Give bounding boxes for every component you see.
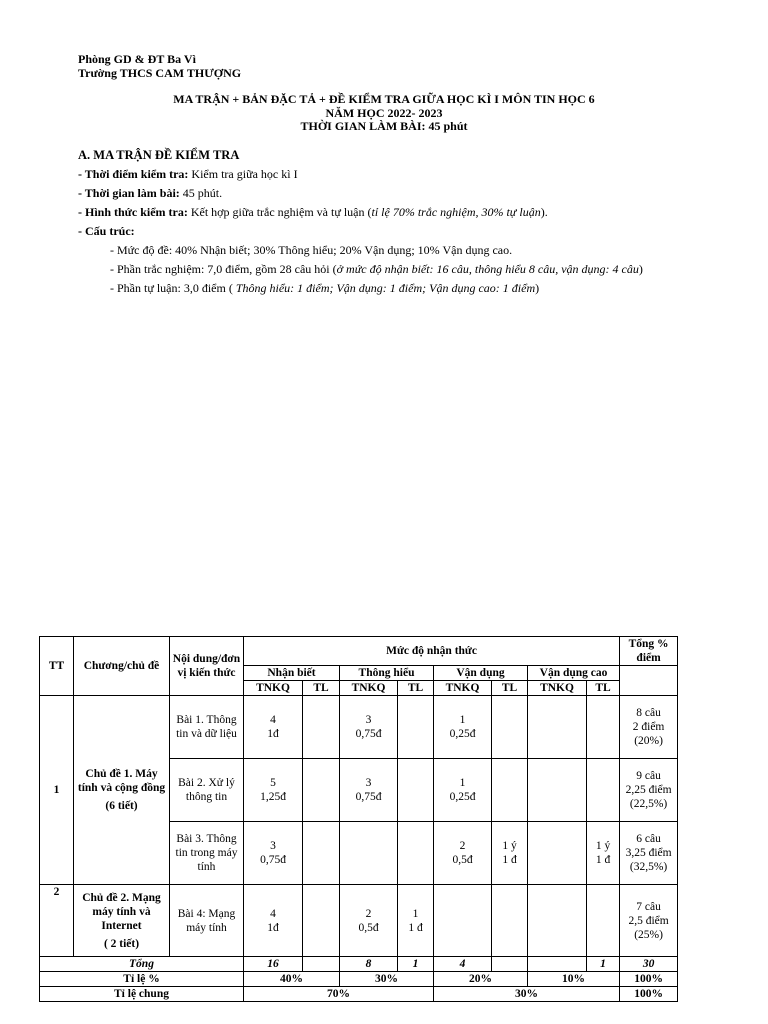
- document-title: [0, 93, 768, 134]
- exam-duration: - Thời gian làm bài: 45 phút.: [78, 186, 223, 200]
- header-cognitive-levels: Mức độ nhận thức: [244, 637, 620, 666]
- cell-empty: [340, 822, 398, 885]
- sum-row: [40, 957, 678, 972]
- topic-hours: ( 2 tiết): [103, 937, 140, 950]
- cell-empty: [587, 696, 620, 759]
- header-tt: TT: [40, 637, 74, 696]
- level-apply-high: Vận dụng cao: [528, 666, 620, 681]
- cell-empty: [528, 957, 587, 972]
- multiple-choice-part: - Phần trắc nghiệm: 7,0 điểm, gồm 28 câu hỏi (ở mức độ nhận biết: 16 câu, thông hiểu 8 câu, vận dụng: 4 câu): [110, 262, 643, 276]
- header-content: Nội dung/đơn vị kiến thức: [170, 637, 244, 696]
- topic-cell: [74, 696, 170, 885]
- sum-vd: 4: [434, 957, 492, 972]
- percent-total: 100%: [620, 972, 678, 987]
- lesson-name: Bài 3. Thông tin trong máy tính: [170, 822, 244, 885]
- cell-total: 6 câu 3,25 điểm (32,5%): [620, 822, 678, 885]
- sum-nb: 16: [244, 957, 303, 972]
- department-name: Phòng GD & ĐT Ba Vì: [78, 52, 196, 66]
- cell-vd-tl: 1 ý 1 đ: [492, 822, 528, 885]
- section-heading: A. MA TRẬN ĐỀ KIỂM TRA: [78, 148, 240, 162]
- common-ratio-1: 70%: [244, 987, 434, 1002]
- level-recognize: Nhận biết: [244, 666, 340, 681]
- cell-nb-tnkq: 4 1đ: [244, 696, 303, 759]
- cell-empty: [492, 759, 528, 822]
- table-row: [40, 885, 678, 957]
- cell-empty: [492, 885, 528, 957]
- topic-name: Chủ đề 1. Máy tính và cộng đồng: [77, 768, 166, 794]
- lesson-name: Bài 1. Thông tin và dữ liệu: [170, 696, 244, 759]
- cell-empty: [528, 696, 587, 759]
- row-number: 2: [40, 885, 74, 957]
- header-total-blank: [620, 666, 678, 696]
- cell-th-tnkq: 3 0,75đ: [340, 759, 398, 822]
- cell-vd-tnkq: 1 0,25đ: [434, 759, 492, 822]
- cell-empty: [398, 822, 434, 885]
- cell-total: 8 câu 2 điểm (20%): [620, 696, 678, 759]
- title-line-2: NĂM HỌC 2022- 2023: [325, 105, 443, 120]
- school-header: [78, 52, 241, 80]
- header-chapter: Chương/chủ đề: [74, 637, 170, 696]
- essay-part: - Phần tự luận: 3,0 điểm ( Thông hiểu: 1 điểm; Vận dụng: 1 điểm; Vận dụng cao: 1 điểm): [110, 281, 540, 295]
- cell-empty: [303, 822, 340, 885]
- exam-format: - Hình thức kiểm tra: Kết hợp giữa trắc nghiệm và tự luận (tỉ lệ 70% trắc nghiệm, 30% tự luận).: [78, 205, 548, 219]
- cell-empty: [398, 759, 434, 822]
- title-line-1: MA TRẬN + BẢN ĐẶC TẢ + ĐỀ KIỂM TRA GIỮA HỌC KÌ I MÔN TIN HỌC 6: [173, 92, 595, 106]
- topic-hours: (6 tiết): [105, 800, 138, 812]
- sum-th: 8: [340, 957, 398, 972]
- sum-th-tl: 1: [398, 957, 434, 972]
- common-ratio-row: [40, 987, 678, 1002]
- sum-vdc-tl: 1: [587, 957, 620, 972]
- cell-nb-tnkq: 3 0,75đ: [244, 822, 303, 885]
- cell-empty: [587, 759, 620, 822]
- exam-time-point: - Thời điểm kiểm tra: Kiểm tra giữa học kì I: [78, 167, 298, 181]
- col-tnkq: TNKQ: [528, 681, 587, 696]
- percent-row: [40, 972, 678, 987]
- cell-empty: [303, 759, 340, 822]
- header-row-1: [40, 637, 678, 666]
- cell-empty: [528, 822, 587, 885]
- level-apply: Vận dụng: [434, 666, 528, 681]
- title-line-3: THỜI GIAN LÀM BÀI: 45 phút: [300, 119, 468, 133]
- col-tnkq: TNKQ: [244, 681, 303, 696]
- cell-empty: [398, 696, 434, 759]
- cell-total: 7 câu 2,5 điểm (25%): [620, 885, 678, 957]
- col-tnkq: TNKQ: [340, 681, 398, 696]
- col-tl: TL: [492, 681, 528, 696]
- cell-empty: [303, 957, 340, 972]
- cell-empty: [303, 696, 340, 759]
- cell-empty: [528, 759, 587, 822]
- percent-nb: 40%: [244, 972, 340, 987]
- cell-nb-tnkq: 5 1,25đ: [244, 759, 303, 822]
- topic-cell: [74, 885, 170, 957]
- cell-vdc-tl: 1 ý 1 đ: [587, 822, 620, 885]
- cell-th-tl: 1 1 đ: [398, 885, 434, 957]
- col-tnkq: TNKQ: [434, 681, 492, 696]
- level-understand: Thông hiểu: [340, 666, 434, 681]
- header-total-score: Tổng % điểm: [620, 637, 678, 666]
- percent-th: 30%: [340, 972, 434, 987]
- common-ratio-2: 30%: [434, 987, 620, 1002]
- section-a: [78, 146, 758, 298]
- cell-total: 9 câu 2,25 điểm (22,5%): [620, 759, 678, 822]
- percent-vdc: 10%: [528, 972, 620, 987]
- percent-vd: 20%: [434, 972, 528, 987]
- topic-name: Chủ đề 2. Mạng máy tính và Internet: [82, 891, 161, 932]
- col-tl: TL: [587, 681, 620, 696]
- structure-label: - Cấu trúc:: [78, 224, 135, 238]
- cell-empty: [303, 885, 340, 957]
- cell-vd-tnkq: 1 0,25đ: [434, 696, 492, 759]
- cell-empty: [434, 885, 492, 957]
- lesson-name: Bài 2. Xử lý thông tin: [170, 759, 244, 822]
- lesson-name: Bài 4: Mạng máy tính: [170, 885, 244, 957]
- sum-label: Tổng: [40, 957, 244, 972]
- cell-empty: [528, 885, 587, 957]
- col-tl: TL: [303, 681, 340, 696]
- table-row: [40, 696, 678, 759]
- cell-empty: [587, 885, 620, 957]
- sum-total: 30: [620, 957, 678, 972]
- col-tl: TL: [398, 681, 434, 696]
- cell-empty: [492, 957, 528, 972]
- exam-matrix-table: [39, 636, 678, 1002]
- difficulty-level: - Mức độ đề: 40% Nhận biết; 30% Thông hiểu; 20% Vận dụng; 10% Vận dụng cao.: [110, 243, 513, 257]
- row-number: 1: [40, 696, 74, 885]
- cell-nb-tnkq: 4 1đ: [244, 885, 303, 957]
- school-name: Trường THCS CAM THƯỢNG: [78, 66, 242, 80]
- common-total: 100%: [620, 987, 678, 1002]
- common-label: Tỉ lệ chung: [40, 987, 244, 1002]
- cell-vd-tnkq: 2 0,5đ: [434, 822, 492, 885]
- cell-th-tnkq: 3 0,75đ: [340, 696, 398, 759]
- cell-empty: [492, 696, 528, 759]
- percent-label: Tỉ lệ %: [40, 972, 244, 987]
- cell-th-tnkq: 2 0,5đ: [340, 885, 398, 957]
